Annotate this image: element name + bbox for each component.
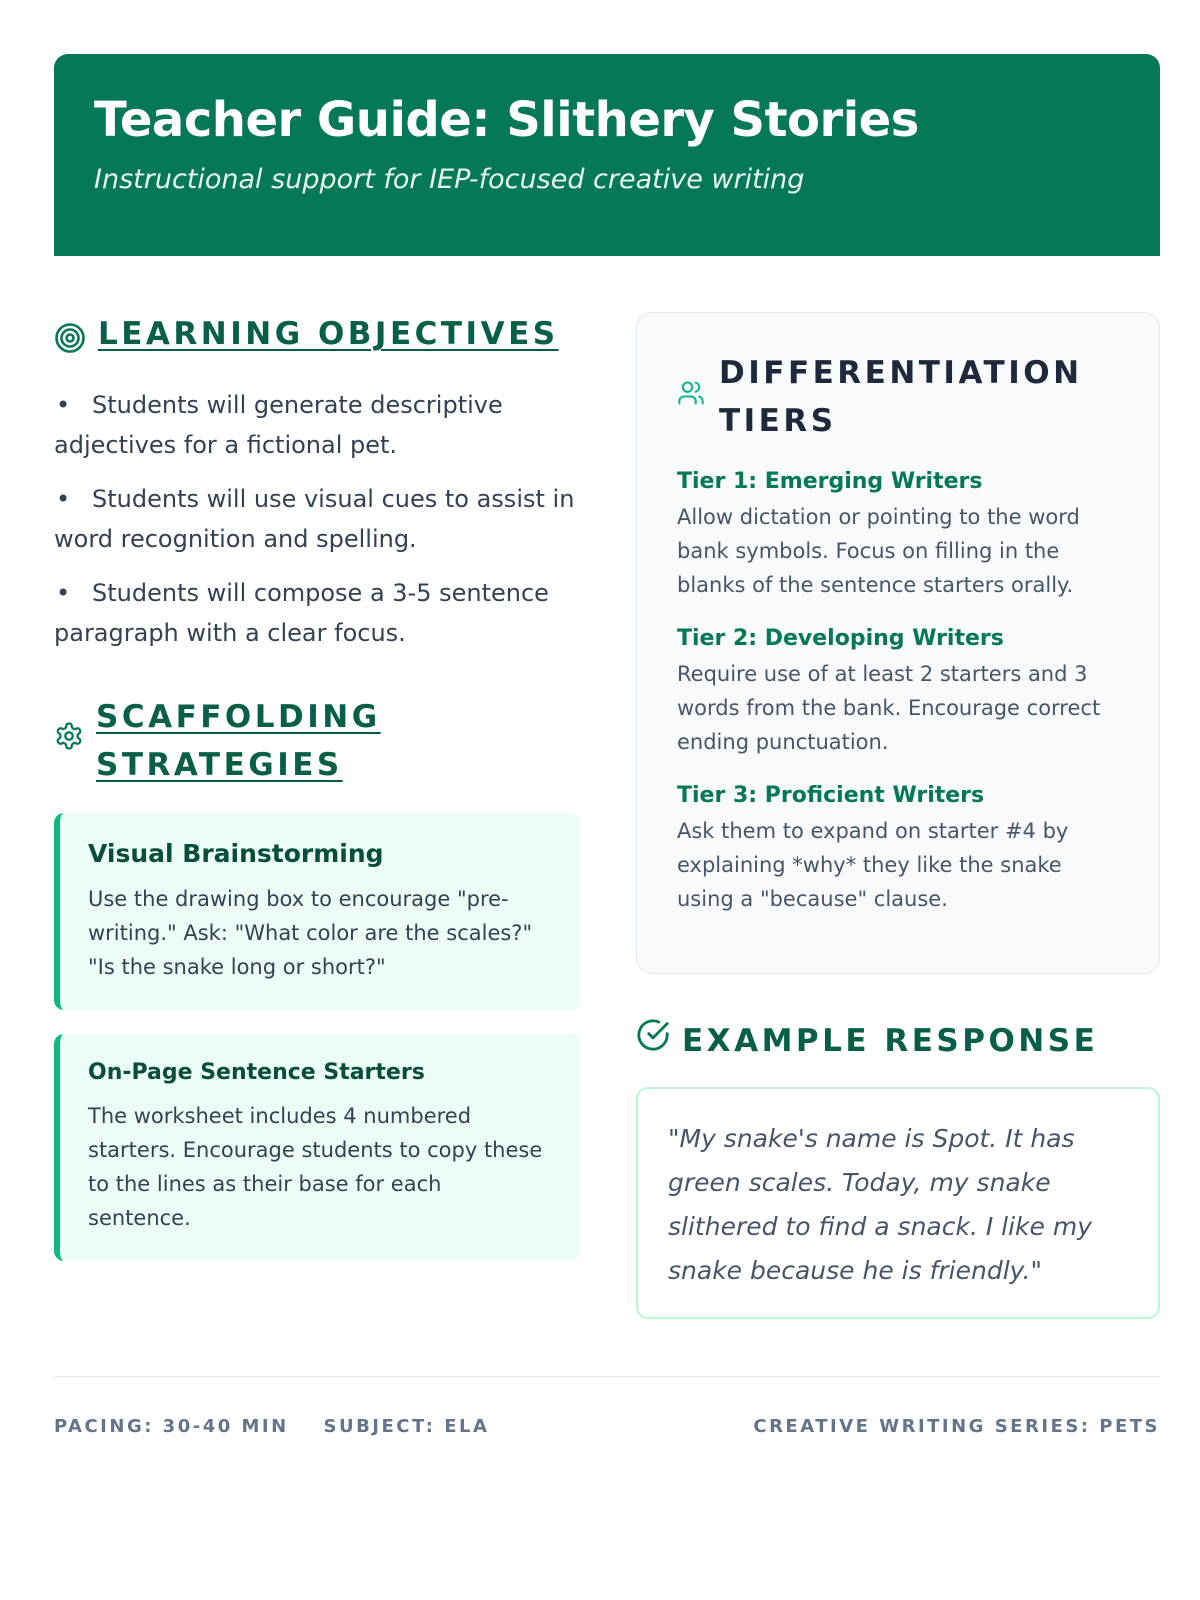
page-header bbox=[54, 54, 1160, 256]
scaffolding-title: SCAFFOLDING STRATEGIES bbox=[96, 698, 381, 783]
tier-item bbox=[677, 783, 1119, 916]
left-column bbox=[54, 312, 580, 1261]
strategy-card bbox=[54, 1034, 580, 1261]
tier-desc: Allow dictation or pointing to the word bank symbols. Focus on filling in the blanks of the sentence starters orally. bbox=[677, 505, 1080, 597]
example-heading bbox=[636, 1018, 1160, 1065]
tier-name: Tier 2: Developing Writers bbox=[677, 626, 1004, 651]
example-response-box bbox=[636, 1087, 1160, 1319]
strategy-card-title: On-Page Sentence Starters bbox=[88, 1060, 425, 1086]
example-response-text: "My snake's name is Spot. It has green scales. Today, my snake slithered to find a snack. I like my snake because he is friendly." bbox=[668, 1123, 1093, 1285]
tier-desc: Ask them to expand on starter #4 by explaining *why* they like the snake using a "because" clause. bbox=[677, 819, 1069, 911]
footer-divider bbox=[54, 1376, 1160, 1377]
strategy-card-title: Visual Brainstorming bbox=[88, 839, 384, 869]
objectives-heading bbox=[54, 312, 580, 367]
pacing-label: PACING: 30-40 MIN bbox=[54, 1416, 289, 1437]
strategy-card-body: Use the drawing box to encourage "pre-writing." Ask: "What color are the scales?" "Is the snake long or short?" bbox=[88, 887, 533, 980]
subject-label: SUBJECT: ELA bbox=[323, 1416, 490, 1437]
tier-desc: Require use of at least 2 starters and 3 words from the bank. Encourage correct ending punctuation. bbox=[677, 662, 1101, 754]
page-subtitle: Instructional support for IEP-focused creative writing bbox=[94, 163, 805, 195]
objectives-list bbox=[54, 385, 580, 653]
scaffolding-heading bbox=[54, 693, 580, 789]
list-item: • Students will use visual cues to assist in word recognition and spelling. bbox=[54, 484, 575, 553]
objectives-title: LEARNING OBJECTIVES bbox=[98, 316, 559, 352]
gear-icon bbox=[54, 719, 84, 764]
example-title: EXAMPLE RESPONSE bbox=[682, 1023, 1099, 1059]
differentiation-heading bbox=[677, 349, 1119, 445]
tier-item bbox=[677, 469, 1119, 602]
list-item: • Students will generate descriptive adjectives for a fictional pet. bbox=[54, 390, 503, 459]
users-icon bbox=[677, 375, 705, 420]
strategy-card bbox=[54, 813, 580, 1010]
differentiation-panel bbox=[636, 312, 1160, 974]
differentiation-title: DIFFERENTIATION TIERS bbox=[719, 355, 1083, 439]
tier-item bbox=[677, 626, 1119, 759]
tier-name: Tier 3: Proficient Writers bbox=[677, 783, 985, 808]
page-title: Teacher Guide: Slithery Stories bbox=[94, 92, 919, 148]
series-label: CREATIVE WRITING SERIES: PETS bbox=[753, 1416, 1160, 1437]
list-item: • Students will compose a 3-5 sentence paragraph with a clear focus. bbox=[54, 578, 549, 647]
target-icon bbox=[54, 322, 86, 367]
right-column bbox=[636, 312, 1160, 1319]
strategy-card-body: The worksheet includes 4 numbered starters. Encourage students to copy these to the lines as their base for each sentence. bbox=[88, 1104, 543, 1231]
check-circle-icon bbox=[636, 1018, 670, 1065]
tier-name: Tier 1: Emerging Writers bbox=[677, 469, 983, 494]
page-footer bbox=[54, 1416, 1160, 1437]
